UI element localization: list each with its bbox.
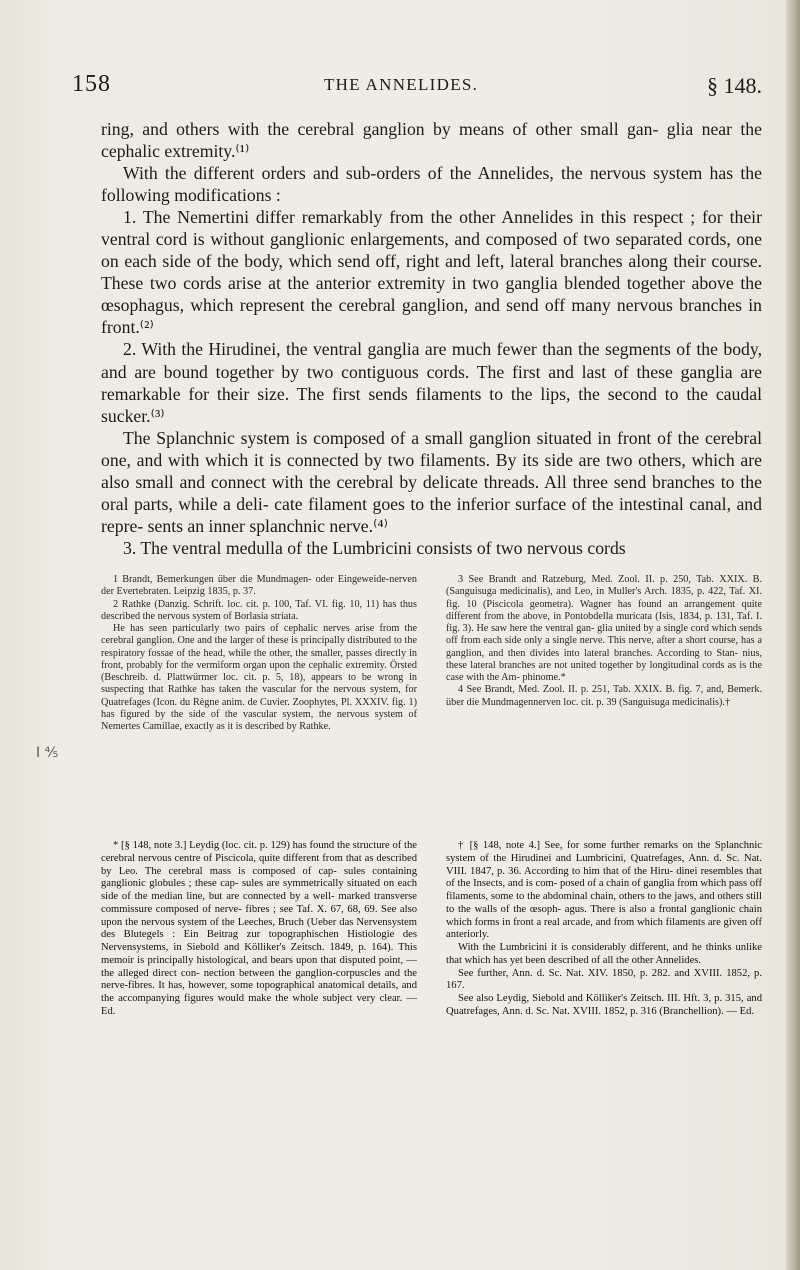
page-header <box>72 71 762 111</box>
paragraph: 1. The Nemertini differ remarkably from the other Annelides in this respect ; for their ventral cord is without ganglionic enlargements, and composed of two separated cords, one on each side of the body, which send off, right and left, lateral branches along their course. These two cords arise at the anterior extremity in two ganglia blended together above the œsophagus, which represent the cerebral ganglion, and send off many nervous branches in front.⁽²⁾ <box>101 207 762 338</box>
main-text <box>101 118 762 559</box>
editor-note: * [§ 148, note 3.] Leydig (loc. cit. p. 129) has found the structure of the cerebral nervous centre of Piscicola, quite different from that as described by Leo. The cerebral mass is composed of cap- sules containing ganglionic globules ; these cap- sules are symmetrically situated on each side of the median line, but are connected by a well- marked transverse commissure composed of nerve- fibres ; see Taf. X. 67, 68, 69. See also upon the nervous system of the Leeches, Bruch (Ueber das Nervensystem des Blutegels : Ein Beitrag zur topographischen Histiologie des Nervensystems, in Siebold and Kölliker's Zeitsch. 1849, p. 164). This memoir is principally histological, and bears upon that disputed point, — the alleged direct con- nection between the ganglion-corpuscles and the nerve-fibres. It has, however, some topographical anatomical details, and the accompanying figures would make the whole subject very clear. — Ed. <box>101 840 417 1017</box>
paragraph: With the different orders and sub-orders of the Annelides, the nervous system has the following modifications : <box>101 163 762 206</box>
footnote: 2 Rathke (Danzig. Schrift. loc. cit. p. 100, Taf. VI. fig. 10, 11) has thus described the nervous system of Borlasia striata. <box>101 598 417 622</box>
paragraph: 3. The ventral medulla of the Lumbricini consists of two nervous cords <box>123 537 626 558</box>
editor-notes <box>101 840 762 1170</box>
editor-note: See also Leydig, Siebold and Kölliker's Zeitsch. III. Hft. 3, p. 315, and Quatrefages, Ann. d. Sc. Nat. XVIII. 1852, p. 316 (Branchellion). — Ed. <box>446 993 762 1017</box>
footnotes-left-column <box>101 574 417 754</box>
paragraph: 2. With the Hirudinei, the ventral ganglia are much fewer than the segments of the body, and are bound together by two contiguous cords. The first and last of these ganglia are remarkable for their size. The first sends filaments to the lips, the second to the caudal sucker.⁽³⁾ <box>101 339 762 426</box>
section-number: § 148. <box>707 73 762 98</box>
editor-note: † [§ 148, note 4.] See, for some further remarks on the Splanchnic system of the Hirudinei and Lumbricini, Quatrefages, Ann. d. Sc. Nat. VIII. 1847, p. 36. According to him that of the Hiru- dinei resembles that of the Insects, and is com- posed of a chain of ganglia from which pass off filaments, some to the abdominal chain, others to the jaws, and others still to the walls of the œsoph- agus. There is also a frontal ganglionic chain which forms in front a real arcade, and from which filaments are given off anteriorly. <box>446 840 762 941</box>
footnote: 3 See Brandt and Ratzeburg, Med. Zool. II. p. 250, Tab. XXIX. B. (Sanguisuga medicinalis), and Leo, in Muller's Arch. 1835, p. 422, Taf. XI. fig. 10 (Piscicola geometra). Wagner has found an arrangement quite different from the above, in Pontobdella muricata (Isis, 1834, p. 131, Taf. I. fig. 3). He saw here the ventral gan- glia united by a single cord which sends off from each side only a single nerve. This nerve, after a short course, has a ganglion, and then divides into lateral branches. According to Stan- nius, these lateral branches are not united together by longitudinal cords as is the case with the Am- phinome.* <box>446 574 762 683</box>
margin-mark: I ⅘ <box>36 745 59 761</box>
footnotes-right-column <box>446 574 762 754</box>
editor-note: With the Lumbricini it is considerably different, and he thinks unlike that which has yet been described of all the other Annelides. <box>446 942 762 966</box>
footnote: 1 Brandt, Bemerkungen über die Mundmagen- oder Eingeweide-nerven der Evertebraten. Leipzig 1835, p. 37. <box>101 574 417 598</box>
paragraph: ring, and others with the cerebral ganglion by means of other small gan- glia near the cephalic extremity.⁽¹⁾ <box>101 119 762 162</box>
editor-note: See further, Ann. d. Sc. Nat. XIV. 1850, p. 282. and XVIII. 1852, p. 167. <box>446 967 762 992</box>
editor-notes-left-column <box>101 840 417 1170</box>
page-edge <box>786 0 800 1270</box>
paragraph: The Splanchnic system is composed of a small ganglion situated in front of the cerebral one, and with which it is connected by two filaments. By its side are two others, which are also small and connect with the cerebral by delicate threads. All three send branches to the oral parts, while a deli- cate filament goes to the inferior surface of the intestinal canal, and repre- sents an inner splanchnic nerve.⁽⁴⁾ <box>101 427 762 536</box>
page-number: 158 <box>72 71 111 97</box>
running-title: THE ANNELIDES. <box>324 75 479 94</box>
footnotes <box>101 574 762 754</box>
footnote: He has seen particularly two pairs of cephalic nerves arise from the cerebral ganglion. One and the larger of these is principally distributed to the respiratory fossae of the head, while the other, the smaller, passes directly in front, probably for the vermiform organ upon the cephalic extremity. Örsted (Beschreib. d. Plattwürmer loc. cit. p. 5, 18), appears to be wrong in suspecting that Rathke has taken the vascular for the nervous system, for Quatrefages (Icon. du Règne anim. de Cuvier. Zoophytes, Pl. XXXIV. fig. 1) has figured by the side of the vascular system, the nervous system of Nemertes Camillae, exactly as it is described by Rathke. <box>101 623 417 732</box>
editor-notes-right-column <box>446 840 762 1170</box>
footnote: 4 See Brandt, Med. Zool. II. p. 251, Tab. XXIX. B. fig. 7, and, Bemerk. über die Mundmagennerven loc. cit. p. 39 (Sanguisuga medicinalis).† <box>446 684 762 708</box>
